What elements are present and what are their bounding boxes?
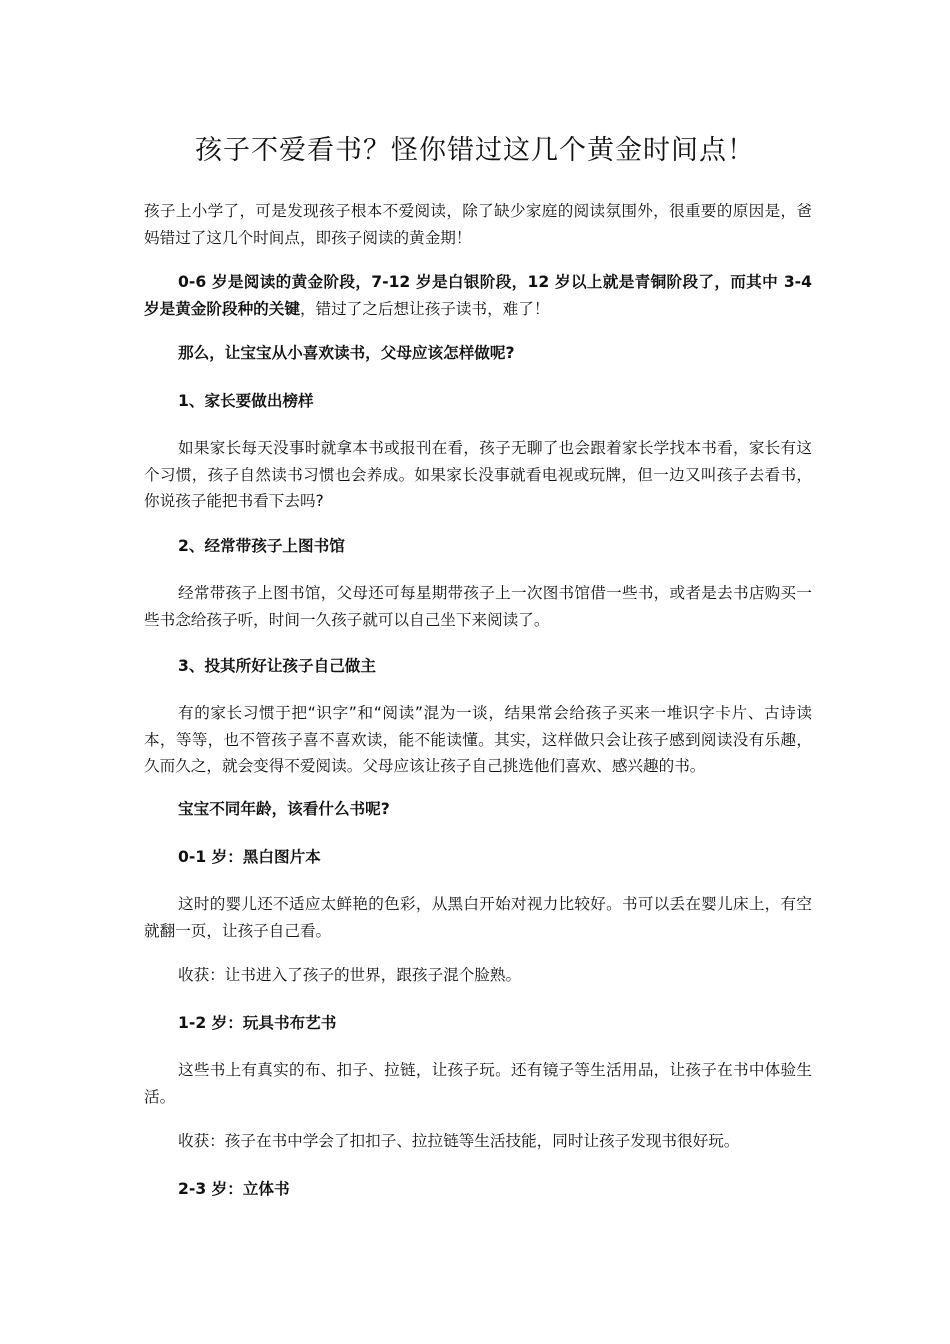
age-0-1-heading: 0-1 岁：黑白图片本	[178, 848, 321, 866]
intro-paragraph: 孩子上小学了，可是发现孩子根本不爱阅读，除了缺少家庭的阅读氛围外，很重要的原因是，爸妈错过了这几个时间点，即孩子阅读的黄金期！	[144, 202, 812, 247]
document-title: 孩子不爱看书？怪你错过这几个黄金时间点！	[195, 135, 755, 166]
question-heading: 那么，让宝宝从小喜欢读书，父母应该怎样做呢?	[178, 344, 515, 362]
tip-3-heading: 3、投其所好让孩子自己做主	[178, 657, 376, 675]
age-2-3-heading: 2-3 岁：立体书	[178, 1180, 290, 1198]
age-0-1-gain: 收获：让书进入了孩子的世界，跟孩子混个脸熟。	[178, 966, 522, 984]
tip-3-body: 有的家长习惯于把“识字”和“阅读”混为一谈，结果常会给孩子买来一堆识字卡片、古诗读本，等等，也不管孩子喜不喜欢读，能不能读懂。其实，这样做只会让孩子感到阅读没有乐趣，久而久之，就会变得不爱阅读。父母应该让孩子自己挑选他们喜欢、感兴趣的书。	[144, 704, 812, 775]
stages-paragraph	[144, 269, 812, 322]
stages-rest-text: ，错过了之后想让孩子读书，难了！	[299, 299, 550, 318]
tip-1-body: 如果家长每天没事时就拿本书或报刊在看，孩子无聊了也会跟着家长学找本书看，家长有这个习惯，孩子自然读书习惯也会养成。如果家长没事就看电视或玩牌，但一边又叫孩子去看书，你说孩子能把书看下去吗?	[144, 439, 812, 510]
age-1-2-heading: 1-2 岁：玩具书布艺书	[178, 1014, 337, 1032]
age-0-1-body: 这时的婴儿还不适应太鲜艳的色彩，从黑白开始对视力比较好。书可以丢在婴儿床上，有空就翻一页，让孩子自己看。	[144, 895, 812, 940]
stages-bold-text: 0-6 岁是阅读的黄金阶段，7-12 岁是白银阶段，12 岁以上就是青铜阶段了，而其中 3-4 岁是黄金阶段种的关键	[144, 273, 812, 318]
tip-2-heading: 2、经常带孩子上图书馆	[178, 537, 345, 555]
age-question-heading: 宝宝不同年龄，该看什么书呢?	[178, 800, 390, 818]
age-1-2-gain: 收获：孩子在书中学会了扣扣子、拉拉链等生活技能，同时让孩子发现书很好玩。	[178, 1132, 740, 1150]
tip-1-heading: 1、家长要做出榜样	[178, 392, 314, 410]
tip-2-body: 经常带孩子上图书馆，父母还可每星期带孩子上一次图书馆借一些书，或者是去书店购买一些书念给孩子听，时间一久孩子就可以自己坐下来阅读了。	[144, 584, 812, 629]
age-1-2-body: 这些书上有真实的布、扣子、拉链，让孩子玩。还有镜子等生活用品，让孩子在书中体验生活。	[144, 1061, 812, 1106]
